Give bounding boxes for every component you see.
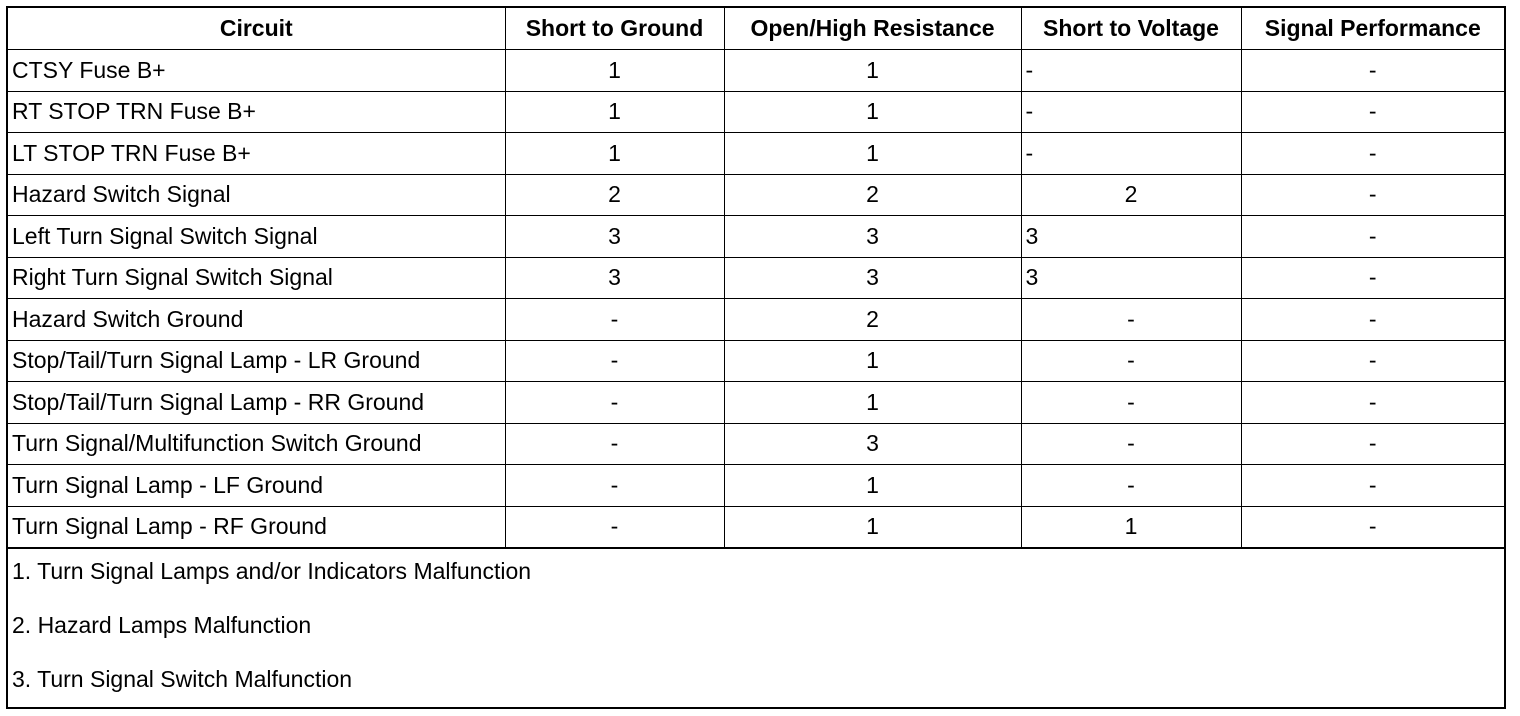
signal-performance-cell: - — [1241, 340, 1504, 382]
circuit-name-cell: Hazard Switch Ground — [8, 299, 505, 341]
table-row — [8, 257, 1504, 299]
table-body — [8, 50, 1504, 548]
table-row — [8, 506, 1504, 548]
short-to-ground-cell: - — [505, 465, 724, 507]
footnote-3: 3. Turn Signal Switch Malfunction — [12, 666, 353, 692]
signal-performance-cell: - — [1241, 257, 1504, 299]
table-row — [8, 91, 1504, 133]
circuit-name-cell: Stop/Tail/Turn Signal Lamp - RR Ground — [8, 382, 505, 424]
open-high-resistance-cell: 1 — [724, 465, 1021, 507]
circuit-name-cell: Right Turn Signal Switch Signal — [8, 257, 505, 299]
short-to-voltage-cell: 2 — [1021, 174, 1241, 216]
table-row — [8, 174, 1504, 216]
open-high-resistance-cell: 1 — [724, 91, 1021, 133]
short-to-ground-cell: 1 — [505, 50, 724, 92]
circuit-name-cell: CTSY Fuse B+ — [8, 50, 505, 92]
open-high-resistance-cell: 1 — [724, 506, 1021, 548]
open-high-resistance-cell: 2 — [724, 174, 1021, 216]
short-to-voltage-cell: - — [1021, 50, 1241, 92]
table-row — [8, 299, 1504, 341]
table-row — [8, 423, 1504, 465]
short-to-voltage-cell: 1 — [1021, 506, 1241, 548]
signal-performance-cell: - — [1241, 382, 1504, 424]
open-high-resistance-cell: 3 — [724, 257, 1021, 299]
circuit-name-cell: Turn Signal/Multifunction Switch Ground — [8, 423, 505, 465]
short-to-ground-cell: - — [505, 423, 724, 465]
header-row — [8, 8, 1504, 50]
short-to-ground-cell: 3 — [505, 257, 724, 299]
circuit-name-cell: Hazard Switch Signal — [8, 174, 505, 216]
short-to-ground-cell: - — [505, 506, 724, 548]
signal-performance-cell: - — [1241, 506, 1504, 548]
signal-performance-cell: - — [1241, 174, 1504, 216]
signal-performance-cell: - — [1241, 423, 1504, 465]
circuit-name-cell: LT STOP TRN Fuse B+ — [8, 133, 505, 175]
open-high-resistance-cell: 1 — [724, 50, 1021, 92]
short-to-voltage-cell: - — [1021, 340, 1241, 382]
short-to-voltage-cell: - — [1021, 423, 1241, 465]
open-high-resistance-cell: 1 — [724, 133, 1021, 175]
short-to-ground-cell: 2 — [505, 174, 724, 216]
open-high-resistance-cell: 2 — [724, 299, 1021, 341]
footnotes — [8, 548, 1504, 709]
short-to-voltage-cell: - — [1021, 465, 1241, 507]
header-short-to-ground: Short to Ground — [505, 8, 724, 50]
circuit-name-cell: Left Turn Signal Switch Signal — [8, 216, 505, 258]
table-row — [8, 340, 1504, 382]
signal-performance-cell: - — [1241, 91, 1504, 133]
short-to-ground-cell: - — [505, 340, 724, 382]
header-open-high-resistance: Open/High Resistance — [724, 8, 1021, 50]
short-to-ground-cell: 3 — [505, 216, 724, 258]
table-row — [8, 465, 1504, 507]
short-to-ground-cell: 1 — [505, 91, 724, 133]
table-row — [8, 50, 1504, 92]
open-high-resistance-cell: 1 — [724, 340, 1021, 382]
open-high-resistance-cell: 3 — [724, 423, 1021, 465]
footnote-1: 1. Turn Signal Lamps and/or Indicators Malfunction — [12, 558, 532, 584]
short-to-ground-cell: - — [505, 299, 724, 341]
signal-performance-cell: - — [1241, 216, 1504, 258]
short-to-voltage-cell: - — [1021, 133, 1241, 175]
open-high-resistance-cell: 3 — [724, 216, 1021, 258]
signal-performance-cell: - — [1241, 50, 1504, 92]
signal-performance-cell: - — [1241, 465, 1504, 507]
open-high-resistance-cell: 1 — [724, 382, 1021, 424]
header-signal-performance: Signal Performance — [1241, 8, 1504, 50]
short-to-voltage-cell: - — [1021, 299, 1241, 341]
short-to-ground-cell: - — [505, 382, 724, 424]
table-row — [8, 216, 1504, 258]
header-circuit: Circuit — [8, 8, 505, 50]
short-to-voltage-cell: 3 — [1021, 216, 1241, 258]
table-row — [8, 382, 1504, 424]
short-to-voltage-cell: 3 — [1021, 257, 1241, 299]
footnote-2: 2. Hazard Lamps Malfunction — [12, 612, 312, 638]
circuit-name-cell: RT STOP TRN Fuse B+ — [8, 91, 505, 133]
short-to-voltage-cell: - — [1021, 382, 1241, 424]
signal-performance-cell: - — [1241, 133, 1504, 175]
circuit-fault-table — [8, 8, 1504, 548]
document-table-frame — [6, 6, 1506, 709]
short-to-voltage-cell: - — [1021, 91, 1241, 133]
header-short-to-voltage: Short to Voltage — [1021, 8, 1241, 50]
circuit-name-cell: Turn Signal Lamp - RF Ground — [8, 506, 505, 548]
circuit-name-cell: Stop/Tail/Turn Signal Lamp - LR Ground — [8, 340, 505, 382]
short-to-ground-cell: 1 — [505, 133, 724, 175]
circuit-name-cell: Turn Signal Lamp - LF Ground — [8, 465, 505, 507]
table-row — [8, 133, 1504, 175]
signal-performance-cell: - — [1241, 299, 1504, 341]
